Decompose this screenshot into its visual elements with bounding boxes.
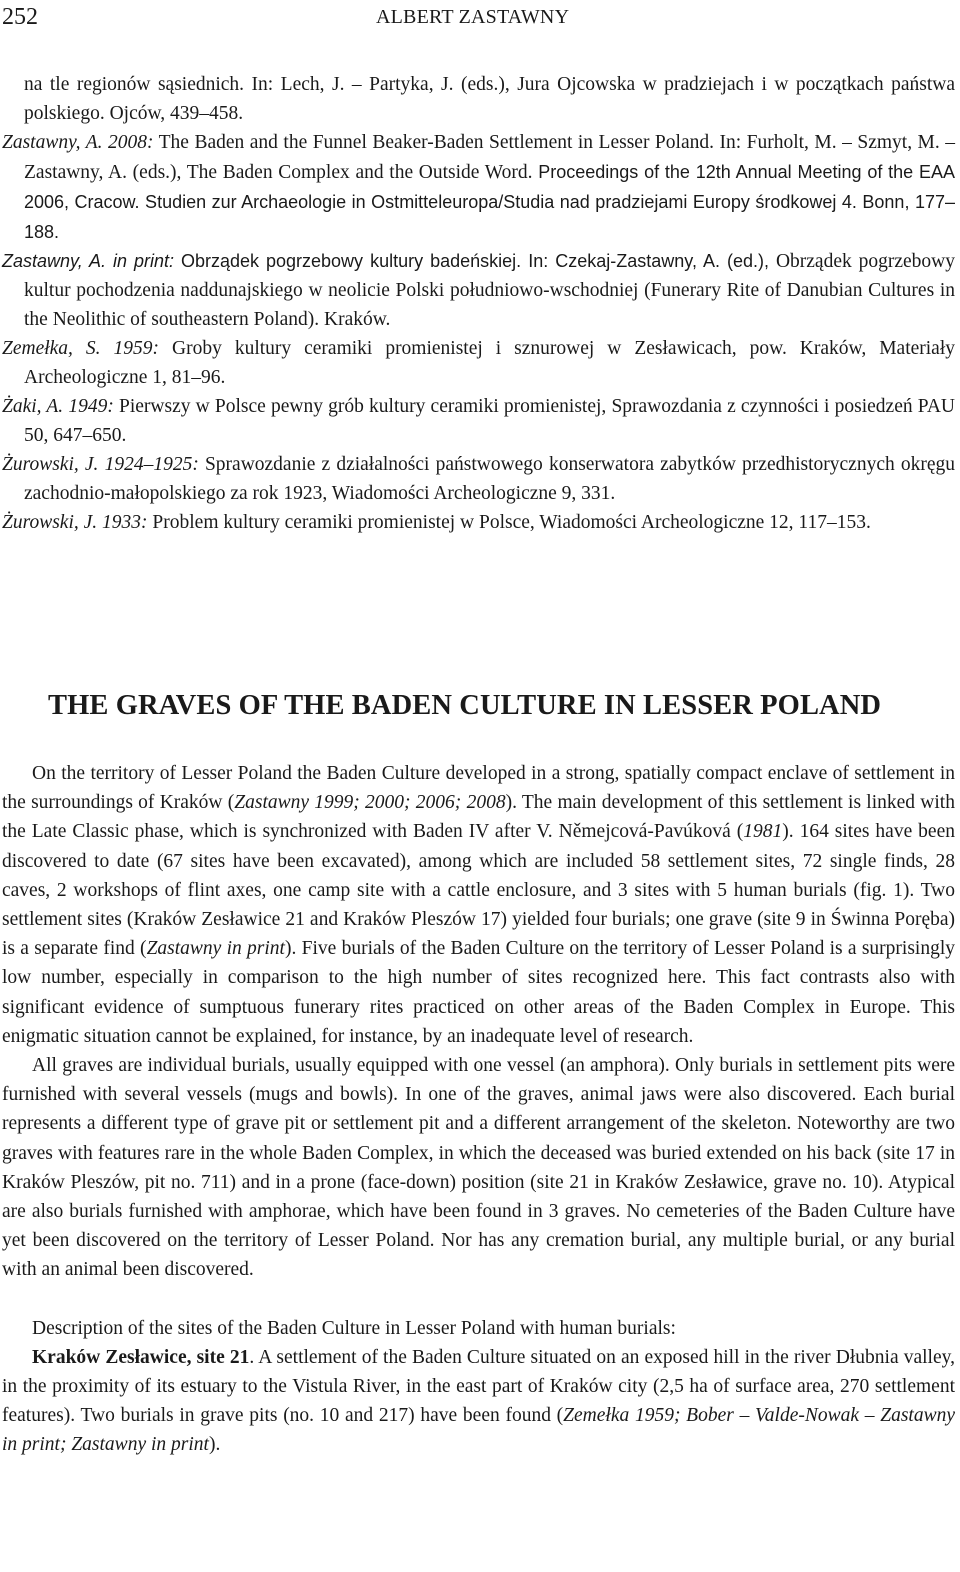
- body-paragraph: [2, 759, 955, 1051]
- reference-entry: [2, 451, 955, 509]
- paragraph-text: All graves are individual burials, usually equipped with one vessel (an amphora). Only burials in settlement pits were furnished with several vessels (mugs and bowls). In one of the graves, animal jaws were also discovered. Each burial represents a different type of grave pit or settlement pit and a different arrangement of the skeleton. Noteworthy are two graves with features rare in the whole Baden Complex, in which the deceased was buried extended on his back (site 17 in Kraków Pleszów, pit no. 711) and in a prone (face-down) position (site 21 in Kraków Zesławice, grave no. 10). Atypical are also burials furnished with amphorae, which have been found in 3 graves. No cemeteries of the Baden Culture have yet been discovered on the territory of Lesser Poland. Nor has any cremation burial, any multiple burial, or any burial with an animal been discovered.: [2, 1055, 955, 1281]
- reference-year: in print:: [112, 251, 175, 272]
- reference-text: Problem kultury ceramiki promienistej w Polsce, Wiadomości Archeologiczne 12, 117–153.: [152, 511, 871, 533]
- paragraph-text: Description of the sites of the Baden Culture in Lesser Poland with human burials:: [32, 1317, 676, 1339]
- reference-text: na tle regionów sąsiednich. In: Lech, J. – Partyka, J. (eds.), Jura Ojcowska w pradziejach i w początkach państwa polskiego. Ojców, 439–458.: [24, 74, 955, 124]
- reference-year: 1933:: [102, 511, 148, 533]
- reference-year: 2008:: [108, 131, 154, 153]
- citation: Zemełka 1959; Bober – Valde-Nowak – Zastawny in print; Zastawny in print: [2, 1405, 955, 1456]
- reference-author: Żaki, A.: [2, 395, 64, 417]
- citation: Zastawny in print: [146, 938, 285, 960]
- reference-list: [2, 71, 955, 538]
- reference-text: Proceedings of the 12th Annual Meeting of the EAA 2006, Cracow. Studien zur Archaeologie in Ostmitteleuropa/Studia nad pradziejami Europy środkowej 4. Bonn, 177–188.: [24, 161, 956, 242]
- reference-author: Zemełka, S.: [2, 338, 101, 360]
- reference-text: Obrządek pogrzebowy kultur pochodzenia naddunajskiego w neolicie Polski południowo-wschodniej (Funerary Rite of Danubian Cultures in the Neolithic of southeastern Poland). Kraków.: [24, 251, 956, 331]
- paragraph-text: ). Five burials of the Baden Culture on the territory of Lesser Poland is a surprisingly low number, especially in comparison to the high number of sites recognized here. This fact contrasts also with significant evidence of sumptuous funerary rites practiced on other areas of the Baden Complex in Europe. This enigmatic situation cannot be explained, for instance, by an inadequate level of research.: [2, 938, 956, 1047]
- reference-text: Pierwszy w Polsce pewny grób kultury ceramiki promienistej, Sprawozdania z czynności i posiedzeń PAU 50, 647–650.: [24, 395, 955, 446]
- page-number: 252: [2, 4, 38, 30]
- reference-year: 1959:: [113, 338, 160, 360]
- paragraph-text: ). The main development of this settlement is linked with the Late Classic phase, which is synchronized with Baden IV after V. Němejcová-Pavúková (: [2, 792, 955, 843]
- paragraph-text: ). 164 sites have been discovered to date (67 sites have been excavated), among which are included 58 settlement sites, 72 single finds, 28 caves, 2 workshops of flint axes, one camp site with a cattle enclosure, and 3 sites with 5 human burials (fig. 1). Two settlement sites (Kraków Zesławice 21 and Kraków Pleszów 17) yielded four burials; one grave (site 9 in Świnna Poręba) is a separate find (: [2, 821, 955, 960]
- reference-author: Żurowski, J.: [2, 453, 99, 475]
- article-body: [2, 759, 955, 1460]
- reference-entry: [2, 509, 955, 538]
- paragraph-text: On the territory of Lesser Poland the Baden Culture developed in a strong, spatially compact enclave of settlement in the surroundings of Kraków (: [2, 763, 955, 814]
- paragraph-spacer: [2, 1285, 955, 1314]
- reference-text: Sprawozdanie z działalności państwowego konserwatora zabytków przedhistorycznych okręgu zachodnio-małopolskiego za rok 1923, Wiadomości Archeologiczne 9, 331.: [24, 453, 956, 504]
- reference-author: Żurowski, J.: [2, 511, 98, 533]
- reference-text: Obrządek pogrzebowy kultury badeńskiej. In: Czekaj-Zastawny, A. (ed.),: [180, 251, 770, 272]
- citation: 1981: [743, 821, 783, 843]
- reference-entry: [2, 335, 955, 393]
- running-head-author: ALBERT ZASTAWNY: [376, 6, 570, 28]
- body-paragraph: [2, 1343, 955, 1460]
- reference-entry: [2, 393, 955, 451]
- paragraph-text: ).: [208, 1434, 221, 1456]
- reference-text: The Baden and the Funnel Beaker-Baden Settlement in Lesser Poland. In: Furholt, M. – Szmyt, M. – Zastawny, A. (eds.), The Baden Complex and the Outside Word.: [24, 131, 956, 183]
- body-paragraph: [2, 1051, 955, 1285]
- body-paragraph: [2, 1314, 955, 1343]
- paragraph-text: . A settlement of the Baden Culture situated on an exposed hill in the river Dłubnia valley, in the proximity of its estuary to the Vistula River, in the east part of Kraków city (2,5 ha of surface area, 270 settlement features). Two burials in grave pits (no. 10 and 217) have been found (: [2, 1346, 955, 1427]
- reference-entry: [2, 71, 955, 129]
- section-title: THE GRAVES OF THE BADEN CULTURE IN LESSER POLAND: [48, 690, 882, 721]
- citation: Zastawny 1999; 2000; 2006; 2008: [234, 792, 506, 814]
- site-name: Kraków Zesławice, site 21: [32, 1346, 250, 1368]
- reference-year: 1949:: [68, 395, 114, 417]
- reference-entry: [2, 247, 955, 335]
- reference-author: Zastawny, A.: [2, 251, 107, 272]
- reference-entry: [2, 129, 955, 248]
- running-header: [2, 2, 602, 32]
- reference-year: 1924–1925:: [104, 453, 199, 475]
- reference-text: Groby kultury ceramiki promienistej i sznurowej w Zesławicach, pow. Kraków, Materiały Archeologiczne 1, 81–96.: [24, 338, 956, 389]
- reference-author: Zastawny, A.: [2, 131, 103, 153]
